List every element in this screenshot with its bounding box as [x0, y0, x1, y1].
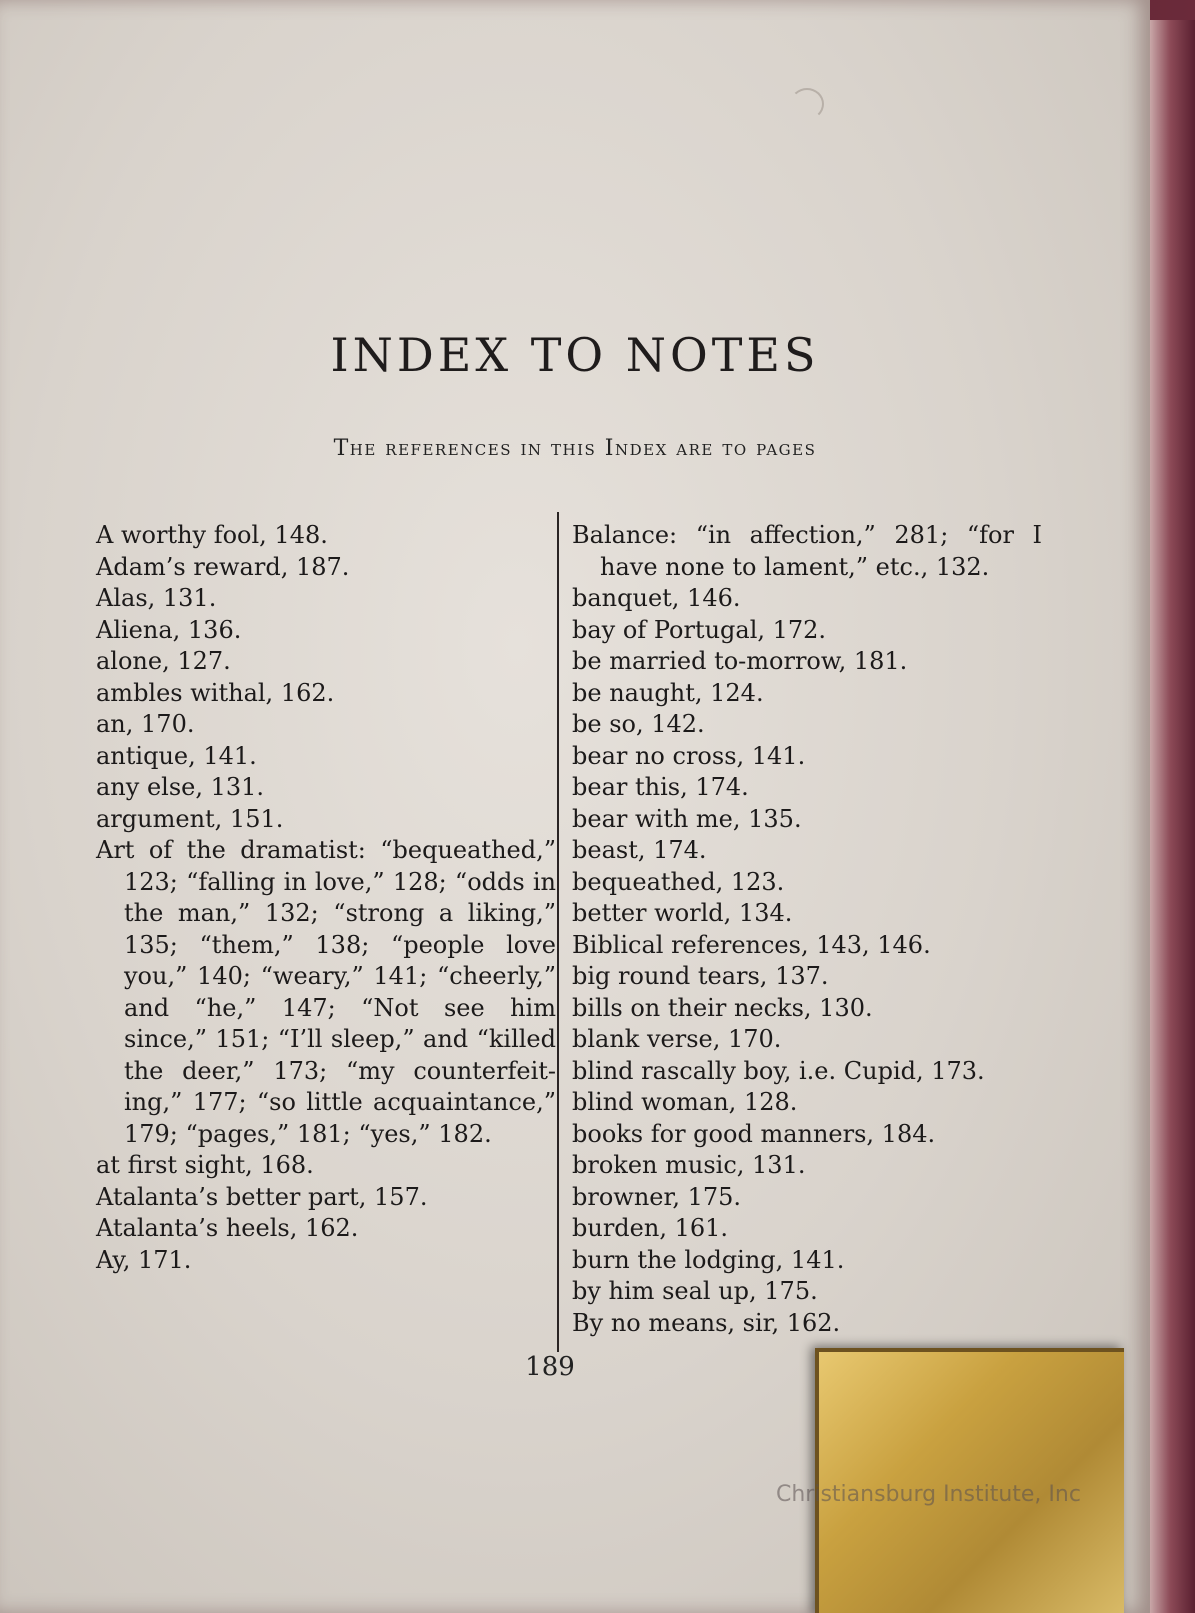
index-entry: broken music, 131. [572, 1151, 806, 1179]
gold-bookmark-card [815, 1348, 1124, 1613]
index-entry: any else, 131. [96, 773, 265, 801]
index-entry: browner, 175. [572, 1182, 742, 1211]
index-entry: blank verse, 170. [572, 1025, 782, 1053]
index-entry: books for good manners, 184. [572, 1119, 936, 1148]
index-entry: bear this, 174. [572, 773, 749, 801]
index-entry: Atalanta’s better part, 157. [96, 1182, 428, 1211]
index-entry: Aliena, 136. [96, 615, 242, 644]
index-entry: antique, 141. [96, 741, 257, 770]
index-entry: by him seal up, 175. [572, 1277, 818, 1305]
index-entry: By no means, sir, 162. [572, 1308, 841, 1337]
index-entry: A worthy fool, 148. [96, 521, 328, 549]
index-entry: bay of Portugal, 172. [572, 615, 827, 644]
index-entry: beast, 174. [572, 836, 707, 864]
index-entry: Art of the dramatist: “bequeathed,” 123; “falling in love,” 128; “odds in the man,” 132; “strong a liking,” 135; “them,” 138; “people love you,” 140; “weary,” 141; “cheerly,” and “he,” 147; “Not see him since,” 151; “I’ll sleep,” and “killed the deer,” 173; “my counterfeiting,” 177; “so little acquaintance,” 179; “pages,” 181; “yes,” 182. [96, 836, 556, 1148]
index-entry: blind woman, 128. [572, 1088, 798, 1116]
index-entry: argument, 151. [96, 804, 284, 833]
index-entry: Adam’s reward, 187. [96, 552, 350, 581]
book-page-edge [1150, 20, 1195, 1613]
index-entry: Alas, 131. [96, 584, 217, 612]
index-entry: be married to-morrow, 181. [572, 647, 908, 675]
index-entry: better world, 134. [572, 899, 793, 927]
page-title: INDEX TO NOTES [330, 328, 820, 382]
index-column-right [572, 520, 1042, 1339]
index-entry: be naught, 124. [572, 678, 764, 707]
index-entry: bequeathed, 123. [572, 867, 785, 896]
index-entry: bear no cross, 141. [572, 741, 806, 770]
index-entry: Balance: “in affection,” 281; “for I have none to lament,” etc., 132. [572, 521, 1042, 581]
index-column-left [96, 520, 556, 1276]
paper-stain [790, 88, 824, 120]
index-entry: banquet, 146. [572, 584, 741, 612]
index-entry: big round tears, 137. [572, 962, 829, 990]
index-entry: bills on their necks, 130. [572, 993, 873, 1022]
index-entry: alone, 127. [96, 647, 231, 675]
page-subtitle: The references in this Index are to pages [333, 436, 817, 461]
index-entry: be so, 142. [572, 710, 705, 738]
column-divider [557, 512, 559, 1352]
page-number: 189 [525, 1352, 575, 1382]
index-entry: Ay, 171. [96, 1245, 192, 1274]
index-entry: bear with me, 135. [572, 804, 802, 833]
index-entry: Atalanta’s heels, 162. [96, 1214, 359, 1242]
index-entry: an, 170. [96, 710, 195, 738]
index-entry: burn the lodging, 141. [572, 1245, 845, 1274]
index-entry: at first sight, 168. [96, 1151, 314, 1179]
index-entry: blind rascally boy, i.e. Cupid, 173. [572, 1056, 985, 1085]
watermark-text: Christiansburg Institute, Inc [776, 1482, 1081, 1507]
index-entry: ambles withal, 162. [96, 678, 335, 707]
index-entry: burden, 161. [572, 1214, 729, 1242]
index-entry: Biblical references, 143, 146. [572, 930, 931, 959]
